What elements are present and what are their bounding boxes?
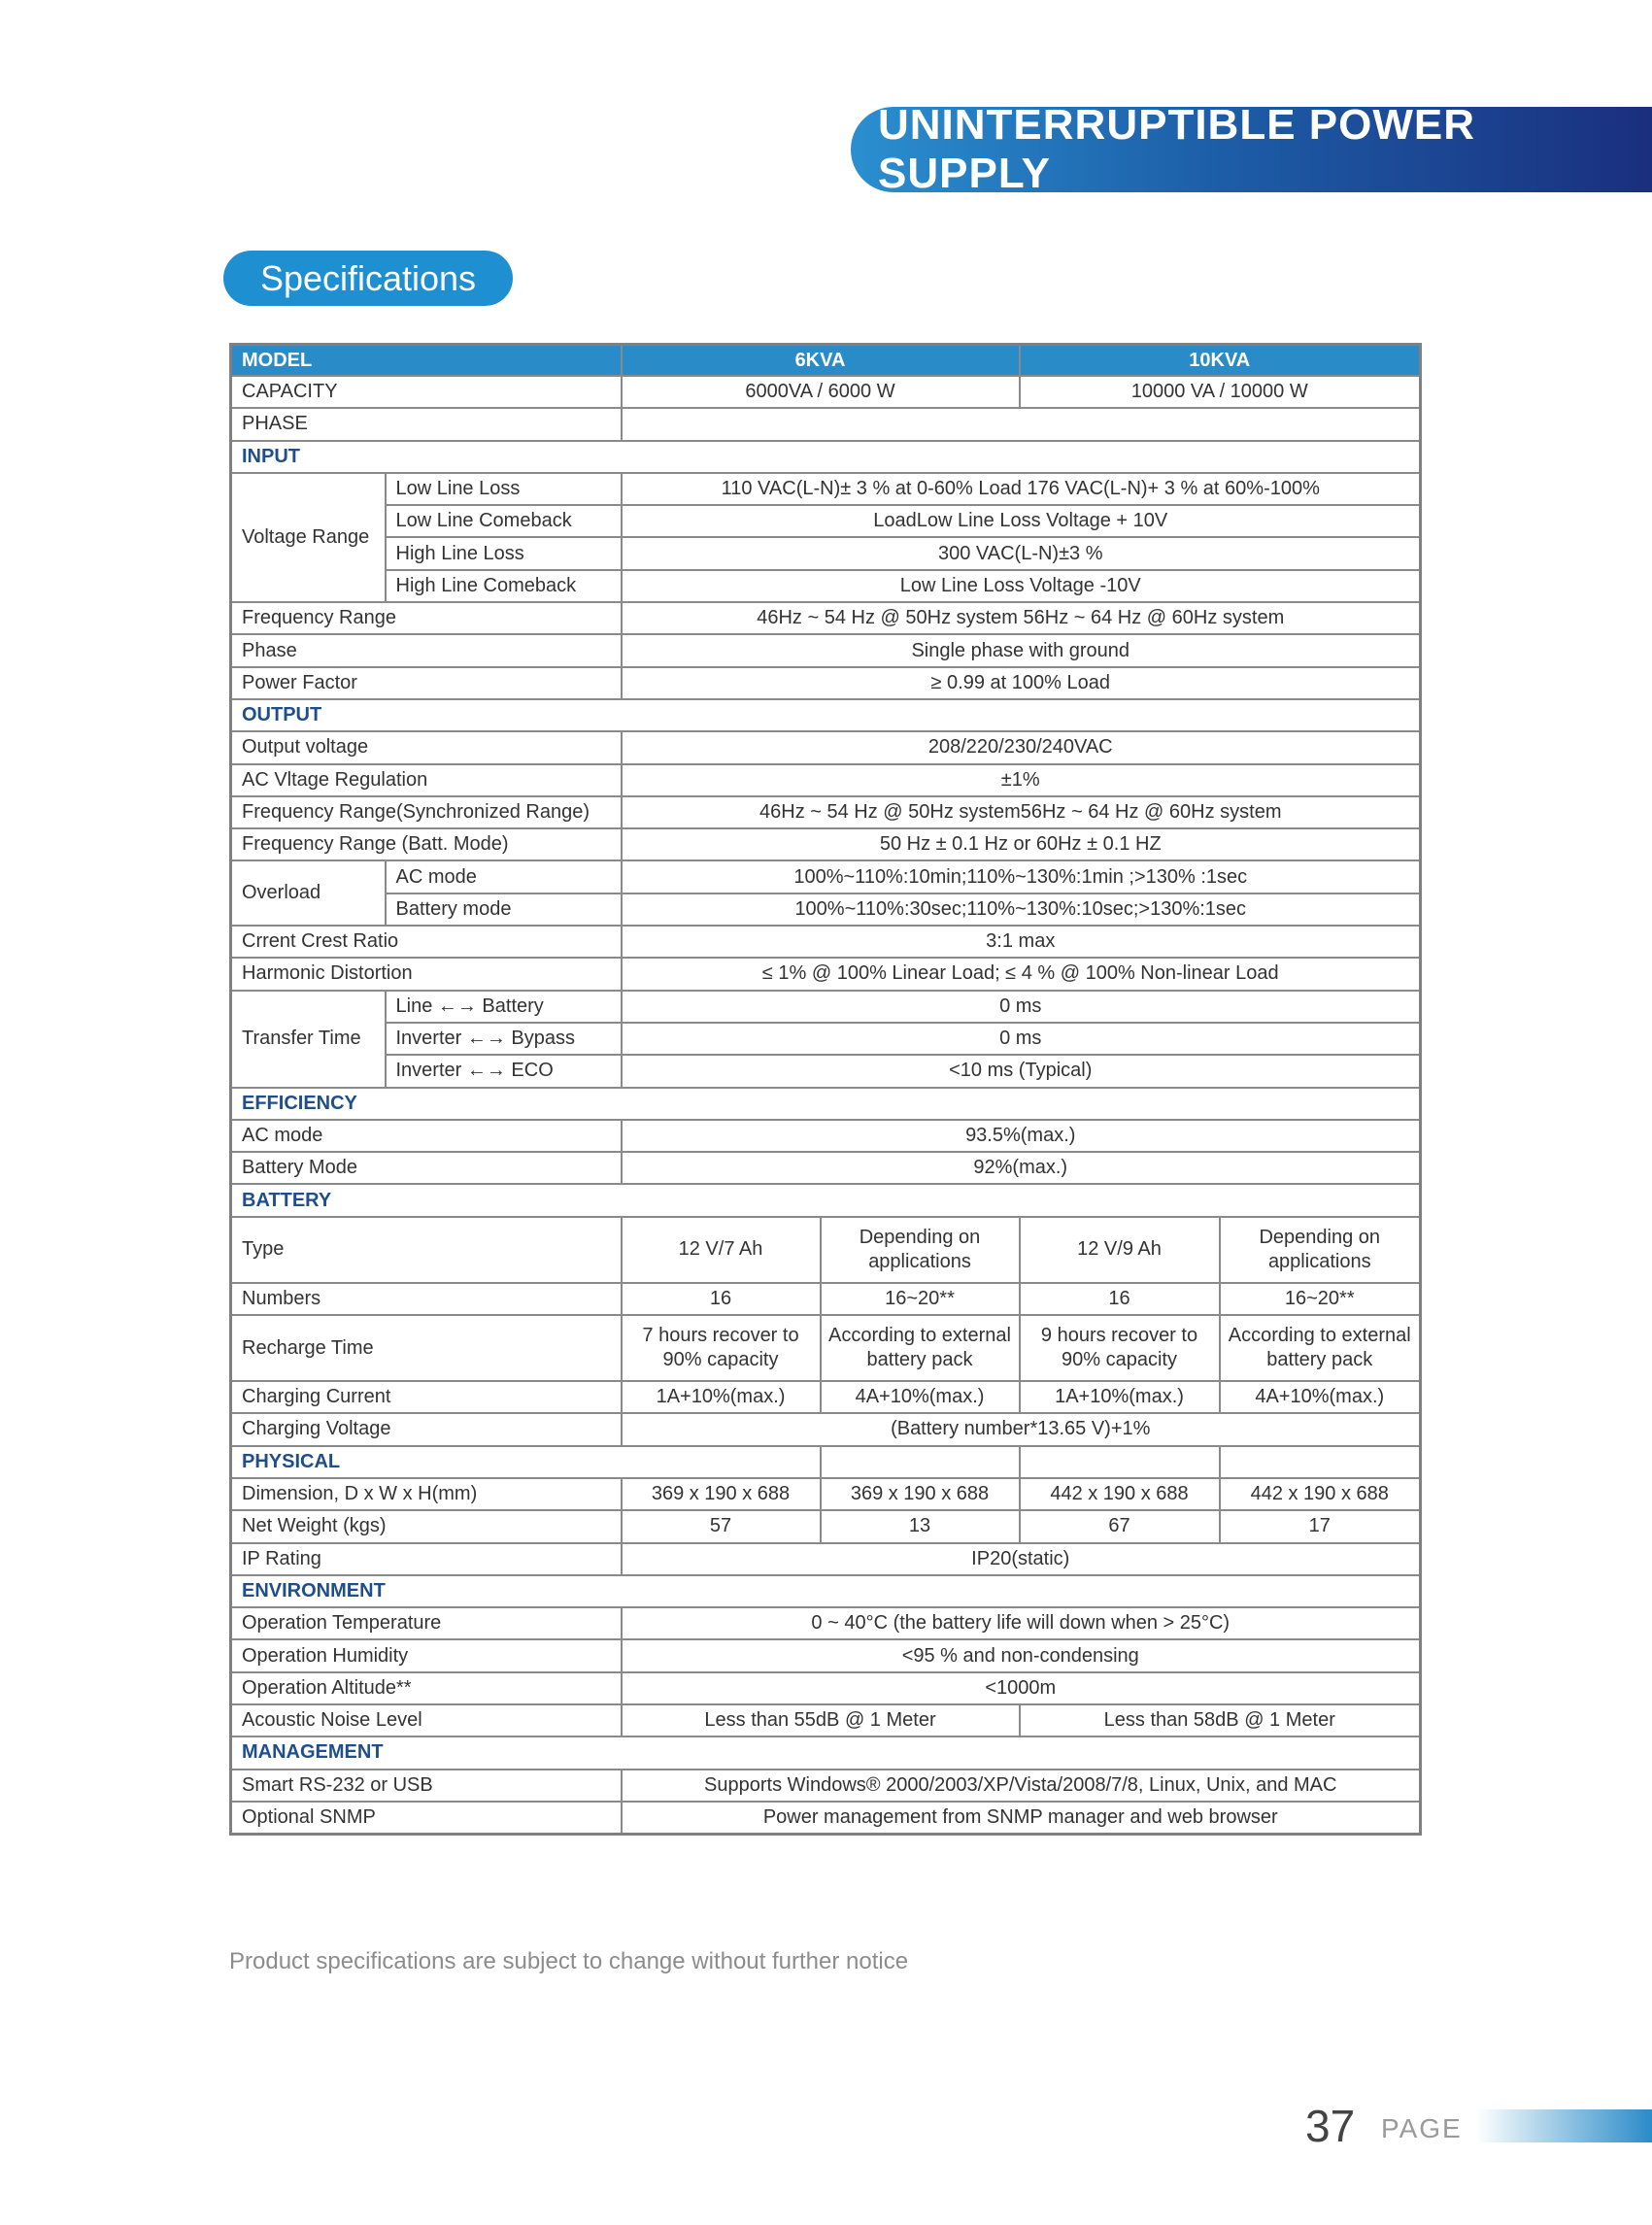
table-row (231, 1283, 1421, 1315)
capacity-10kva: 10000 VA / 10000 W (1020, 376, 1421, 408)
transfer-line-value: 0 ms (622, 991, 1421, 1023)
table-row (231, 1478, 1421, 1510)
recharge-value: 7 hours recover to 90% capacity (622, 1315, 821, 1381)
dimension-value: 442 x 190 x 688 (1020, 1478, 1220, 1510)
table-row (231, 1770, 1421, 1802)
table-row (231, 537, 1421, 569)
table-row (231, 602, 1421, 634)
table-row (231, 1607, 1421, 1639)
phase-value (622, 408, 1421, 440)
table-row (231, 1446, 1421, 1478)
type-value: Depending on applications (1220, 1217, 1421, 1283)
model-6kva: 6KVA (622, 345, 1020, 377)
table-row (231, 1704, 1421, 1736)
table-row (231, 1023, 1421, 1055)
banner-title: UNINTERRUPTIBLE POWER SUPPLY (878, 101, 1475, 197)
table-row (231, 828, 1421, 860)
weight-value: 17 (1220, 1510, 1421, 1542)
recharge-value: 9 hours recover to 90% capacity (1020, 1315, 1220, 1381)
header-banner (851, 101, 1652, 197)
harmonic-label: Harmonic Distortion (231, 958, 622, 990)
charging-voltage-value: (Battery number*13.65 V)+1% (622, 1413, 1421, 1445)
crest-label: Crrent Crest Ratio (231, 926, 622, 958)
op-temp-label: Operation Temperature (231, 1607, 622, 1639)
smart-label: Smart RS-232 or USB (231, 1770, 622, 1802)
table-row (231, 860, 1421, 893)
page-number: 37 (1305, 2101, 1356, 2151)
dimension-label: Dimension, D x W x H(mm) (231, 1478, 622, 1510)
frequency-range-label: Frequency Range (231, 602, 622, 634)
transfer-line-label: Line ←→ Battery (386, 991, 622, 1023)
input-phase-label: Phase (231, 634, 622, 666)
overload-ac-label: AC mode (386, 860, 622, 893)
table-row (231, 991, 1421, 1023)
dimension-value: 442 x 190 x 688 (1220, 1478, 1421, 1510)
overload-batt-label: Battery mode (386, 893, 622, 926)
freq-sync-label: Frequency Range(Synchronized Range) (231, 796, 622, 828)
type-value: Depending on applications (821, 1217, 1020, 1283)
snmp-label: Optional SNMP (231, 1802, 622, 1835)
table-row (231, 926, 1421, 958)
ip-value: IP20(static) (622, 1543, 1421, 1575)
type-label: Type (231, 1217, 622, 1283)
section-input: INPUT (231, 441, 1421, 473)
table-row (231, 796, 1421, 828)
section-environment: ENVIRONMENT (231, 1575, 1421, 1607)
physical-blank-cell (821, 1446, 1020, 1478)
op-temp-value: 0 ~ 40°C (the battery life will down when > 25°C) (622, 1607, 1421, 1639)
physical-blank-cell (1020, 1446, 1220, 1478)
noise-6kva: Less than 55dB @ 1 Meter (622, 1704, 1020, 1736)
charging-current-value: 4A+10%(max.) (1220, 1381, 1421, 1413)
voltage-range-label: Voltage Range (231, 473, 386, 602)
numbers-value: 16 (1020, 1283, 1220, 1315)
table-row (231, 1315, 1421, 1381)
input-phase-value: Single phase with ground (622, 634, 1421, 666)
specifications-heading (223, 251, 513, 306)
section-battery: BATTERY (231, 1184, 1421, 1216)
op-altitude-label: Operation Altitude** (231, 1672, 622, 1704)
capacity-6kva: 6000VA / 6000 W (622, 376, 1020, 408)
section-management: MANAGEMENT (231, 1736, 1421, 1769)
section-output: OUTPUT (231, 699, 1421, 731)
dimension-value: 369 x 190 x 688 (622, 1478, 821, 1510)
low-line-loss-value: 110 VAC(L-N)± 3 % at 0-60% Load 176 VAC(L-N)+ 3 % at 60%-100% (622, 473, 1421, 505)
page-label: PAGE (1381, 2113, 1463, 2143)
op-humidity-value: <95 % and non-condensing (622, 1639, 1421, 1671)
table-row (231, 473, 1421, 505)
type-value: 12 V/9 Ah (1020, 1217, 1220, 1283)
low-line-loss-label: Low Line Loss (386, 473, 622, 505)
charging-current-label: Charging Current (231, 1381, 622, 1413)
table-row (231, 1736, 1421, 1769)
high-line-loss-label: High Line Loss (386, 537, 622, 569)
table-row (231, 1575, 1421, 1607)
ac-regulation-label: AC Vltage Regulation (231, 764, 622, 796)
output-voltage-label: Output voltage (231, 731, 622, 763)
table-row (231, 408, 1421, 440)
freq-batt-value: 50 Hz ± 0.1 Hz or 60Hz ± 0.1 HZ (622, 828, 1421, 860)
high-line-loss-value: 300 VAC(L-N)±3 % (622, 537, 1421, 569)
type-value: 12 V/7 Ah (622, 1217, 821, 1283)
low-line-comeback-value: LoadLow Line Loss Voltage + 10V (622, 505, 1421, 537)
high-line-comeback-value: Low Line Loss Voltage -10V (622, 570, 1421, 602)
table-row (231, 1152, 1421, 1184)
weight-value: 13 (821, 1510, 1020, 1542)
dimension-value: 369 x 190 x 688 (821, 1478, 1020, 1510)
eff-ac-value: 93.5%(max.) (622, 1120, 1421, 1152)
output-voltage-value: 208/220/230/240VAC (622, 731, 1421, 763)
page-accent-bar (1476, 2109, 1652, 2142)
op-altitude-value: <1000m (622, 1672, 1421, 1704)
table-row (231, 376, 1421, 408)
table-row (231, 345, 1421, 377)
high-line-comeback-label: High Line Comeback (386, 570, 622, 602)
table-row (231, 505, 1421, 537)
model-10kva: 10KVA (1020, 345, 1421, 377)
table-row (231, 570, 1421, 602)
table-row (231, 731, 1421, 763)
table-row (231, 441, 1421, 473)
section-efficiency: EFFICIENCY (231, 1088, 1421, 1120)
recharge-value: According to external battery pack (1220, 1315, 1421, 1381)
op-humidity-label: Operation Humidity (231, 1639, 622, 1671)
ac-regulation-value: ±1% (622, 764, 1421, 796)
recharge-value: According to external battery pack (821, 1315, 1020, 1381)
transfer-label: Transfer Time (231, 991, 386, 1088)
noise-10kva: Less than 58dB @ 1 Meter (1020, 1704, 1421, 1736)
power-factor-label: Power Factor (231, 667, 622, 699)
numbers-value: 16~20** (821, 1283, 1020, 1315)
specifications-title: Specifications (259, 257, 477, 298)
table-row (231, 893, 1421, 926)
freq-sync-value: 46Hz ~ 54 Hz @ 50Hz system56Hz ~ 64 Hz @ 60Hz system (622, 796, 1421, 828)
specifications-table (229, 343, 1422, 1836)
overload-label: Overload (231, 860, 386, 926)
ip-label: IP Rating (231, 1543, 622, 1575)
weight-value: 57 (622, 1510, 821, 1542)
weight-value: 67 (1020, 1510, 1220, 1542)
table-row (231, 1639, 1421, 1671)
table-row (231, 1217, 1421, 1283)
table-row (231, 634, 1421, 666)
charging-current-value: 4A+10%(max.) (821, 1381, 1020, 1413)
transfer-eco-value: <10 ms (Typical) (622, 1055, 1421, 1087)
snmp-value: Power management from SNMP manager and web browser (622, 1802, 1421, 1835)
charging-voltage-label: Charging Voltage (231, 1413, 622, 1445)
footnote: Product specifications are subject to change without further notice (229, 1948, 909, 1974)
table-row (231, 1120, 1421, 1152)
table-row (231, 1413, 1421, 1445)
table-row (231, 667, 1421, 699)
transfer-bypass-label: Inverter ←→ Bypass (386, 1023, 622, 1055)
table-row (231, 1055, 1421, 1087)
table-row (231, 1184, 1421, 1216)
overload-batt-value: 100%~110%:30sec;110%~130%:10sec;>130%:1sec (622, 893, 1421, 926)
numbers-label: Numbers (231, 1283, 622, 1315)
table-row (231, 699, 1421, 731)
eff-ac-label: AC mode (231, 1120, 622, 1152)
overload-ac-value: 100%~110%:10min;110%~130%:1min ;>130% :1sec (622, 860, 1421, 893)
physical-blank-cell (1220, 1446, 1421, 1478)
transfer-eco-label: Inverter ←→ ECO (386, 1055, 622, 1087)
harmonic-value: ≤ 1% @ 100% Linear Load; ≤ 4 % @ 100% Non-linear Load (622, 958, 1421, 990)
recharge-label: Recharge Time (231, 1315, 622, 1381)
charging-current-value: 1A+10%(max.) (1020, 1381, 1220, 1413)
capacity-label: CAPACITY (231, 376, 622, 408)
table-row (231, 1381, 1421, 1413)
table-row (231, 1543, 1421, 1575)
charging-current-value: 1A+10%(max.) (622, 1381, 821, 1413)
phase-label: PHASE (231, 408, 622, 440)
eff-batt-label: Battery Mode (231, 1152, 622, 1184)
transfer-bypass-value: 0 ms (622, 1023, 1421, 1055)
table-row (231, 1088, 1421, 1120)
table-row (231, 1672, 1421, 1704)
noise-label: Acoustic Noise Level (231, 1704, 622, 1736)
model-label: MODEL (231, 345, 622, 377)
crest-value: 3:1 max (622, 926, 1421, 958)
eff-batt-value: 92%(max.) (622, 1152, 1421, 1184)
frequency-range-value: 46Hz ~ 54 Hz @ 50Hz system 56Hz ~ 64 Hz @ 60Hz system (622, 602, 1421, 634)
power-factor-value: ≥ 0.99 at 100% Load (622, 667, 1421, 699)
numbers-value: 16~20** (1220, 1283, 1421, 1315)
section-physical: PHYSICAL (231, 1446, 821, 1478)
table-row (231, 1510, 1421, 1542)
table-row (231, 764, 1421, 796)
table-row (231, 1802, 1421, 1835)
smart-value: Supports Windows® 2000/2003/XP/Vista/2008/7/8, Linux, Unix, and MAC (622, 1770, 1421, 1802)
low-line-comeback-label: Low Line Comeback (386, 505, 622, 537)
freq-batt-label: Frequency Range (Batt. Mode) (231, 828, 622, 860)
numbers-value: 16 (622, 1283, 821, 1315)
table-row (231, 958, 1421, 990)
weight-label: Net Weight (kgs) (231, 1510, 622, 1542)
